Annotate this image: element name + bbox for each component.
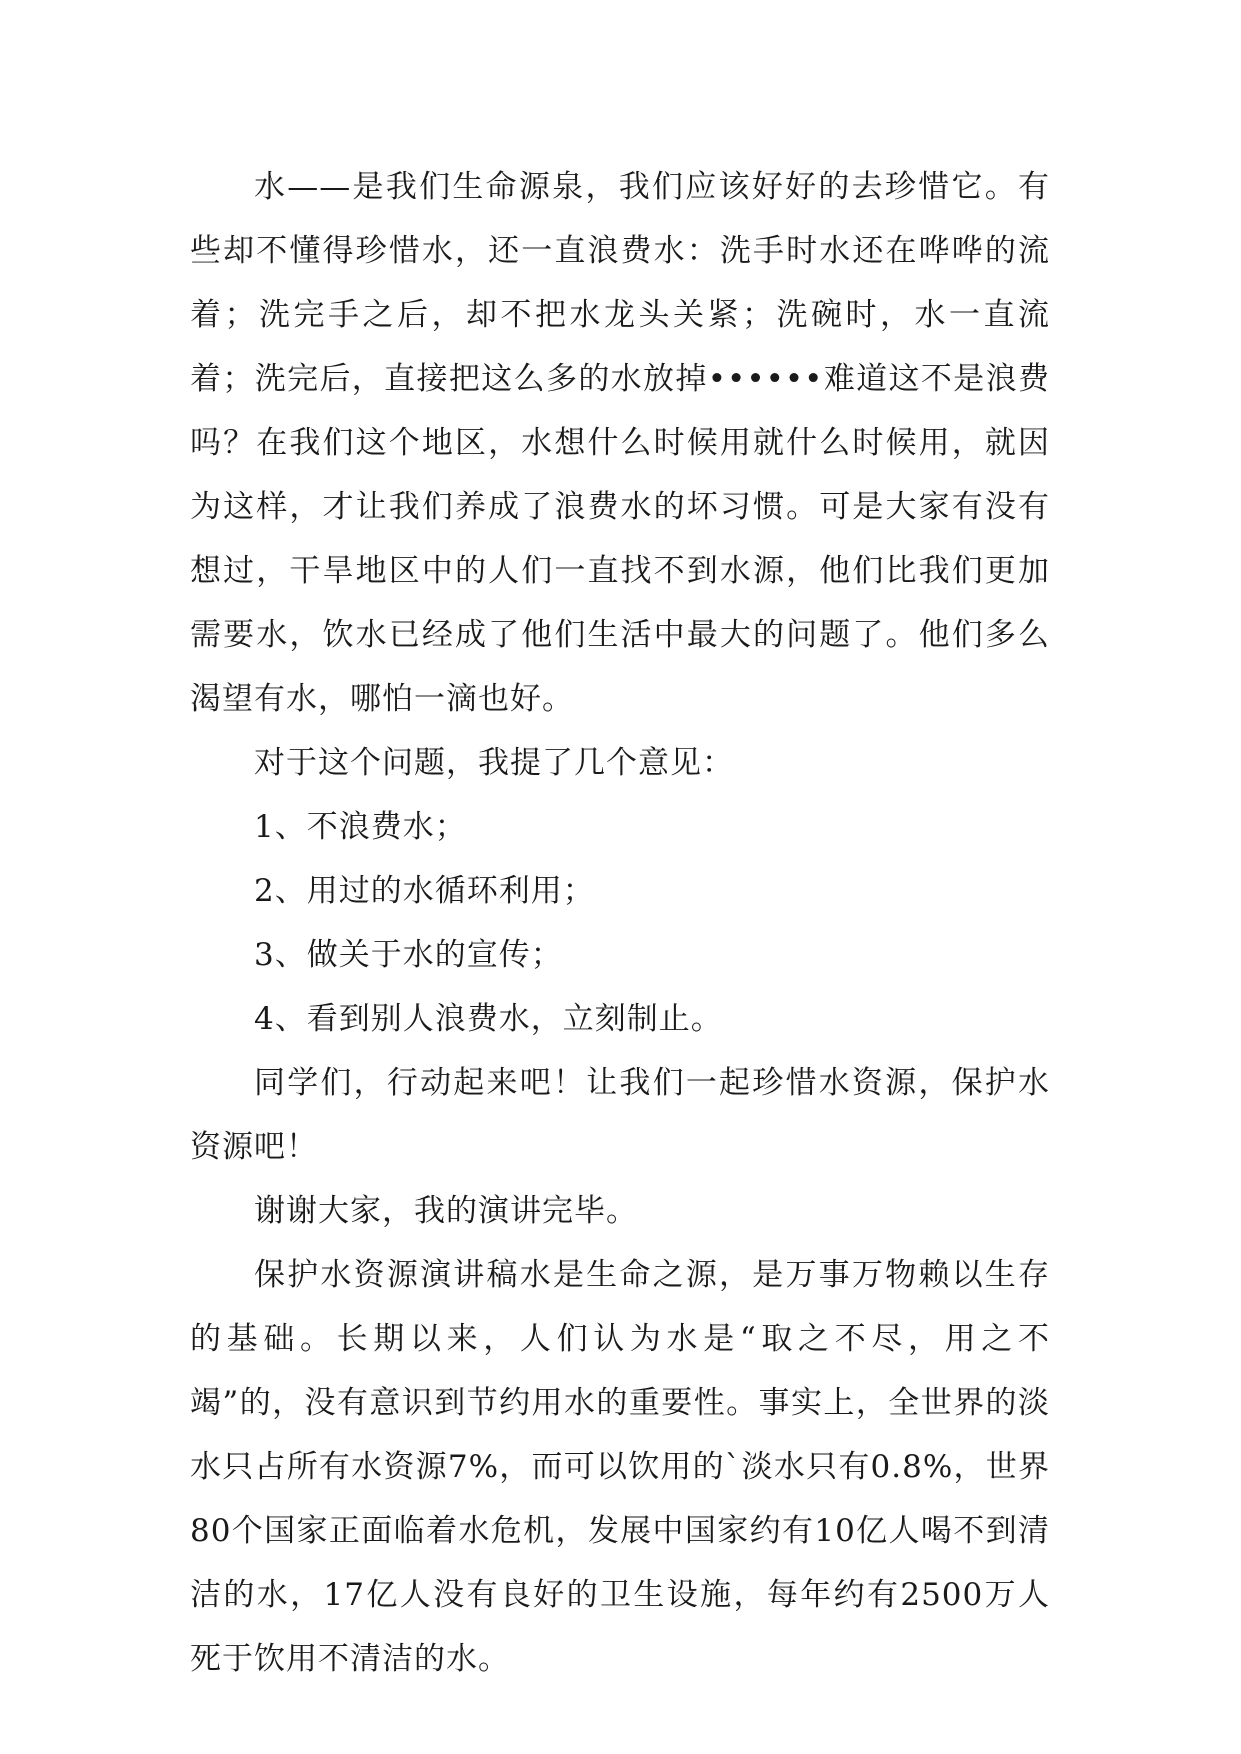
paragraph-call-to-action: 同学们，行动起来吧！让我们一起珍惜水资源，保护水资源吧！ xyxy=(190,1065,1050,1165)
document-body xyxy=(190,155,1050,1691)
paragraph-second-speech: 保护水资源演讲稿水是生命之源，是万事万物赖以生存的基础。长期以来，人们认为水是“取之不尽，用之不竭”的，没有意识到节约用水的重要性。事实上，全世界的淡水只占所有水资源7%，而可以饮用的`淡水只有0.8%，世界80个国家正面临着水危机，发展中国家约有10亿人喝不到清洁的水，17亿人没有良好的卫生设施，每年约有2500万人死于饮用不清洁的水。 xyxy=(190,1257,1050,1677)
suggestion-item-4: 4、看到别人浪费水，立刻制止。 xyxy=(254,1001,723,1037)
paragraph-intro: 水——是我们生命源泉，我们应该好好的去珍惜它。有些却不懂得珍惜水，还一直浪费水：洗手时水还在哗哗的流着；洗完手之后，却不把水龙头关紧；洗碗时，水一直流着；洗完后，直接把这么多的水放掉••••••难道这不是浪费吗？在我们这个地区，水想什么时候用就什么时候用，就因为这样，才让我们养成了浪费水的坏习惯。可是大家有没有想过，干旱地区中的人们一直找不到水源，他们比我们更加需要水，饮水已经成了他们生活中最大的问题了。他们多么渴望有水，哪怕一滴也好。 xyxy=(190,169,1050,717)
suggestion-item-3: 3、做关于水的宣传； xyxy=(254,937,563,973)
paragraph-thanks: 谢谢大家，我的演讲完毕。 xyxy=(254,1193,638,1229)
suggestion-item-2: 2、用过的水循环利用； xyxy=(254,873,595,909)
paragraph-suggestions-lead: 对于这个问题，我提了几个意见： xyxy=(254,745,734,781)
suggestion-item-1: 1、不浪费水； xyxy=(254,809,467,845)
